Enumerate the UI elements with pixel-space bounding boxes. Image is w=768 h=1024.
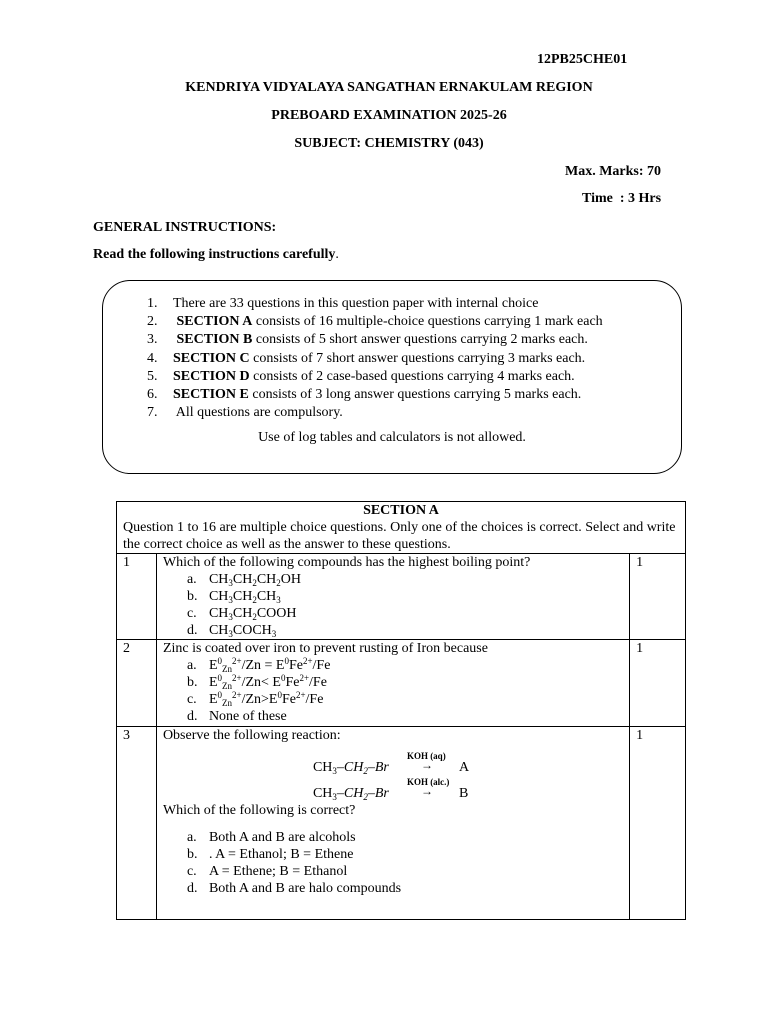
option-a: a. Both A and B are alcohols [186,830,356,845]
table-row [117,554,686,640]
question-subtext: Which of the following is correct? [162,803,356,818]
option-d: d. $CH_3COCH_3$ [186,623,277,639]
option-c: c. $E^0_{Zn}^{2+}/Zn>E^0Fe^{2+}/Fe$ [186,690,324,708]
option-d: d. None of these [186,709,287,724]
question-number: 3 [117,727,157,920]
option-b: b. $E^0_{Zn}^{2+}/Zn< E^0Fe^{2+}/Fe$ [186,673,327,691]
question-marks: 1 [630,554,686,640]
section-a-table [116,501,686,920]
product-b: B [458,786,469,801]
question-text: Which of the following compounds has the highest boiling point? [162,555,531,570]
reaction-scheme [163,748,623,800]
instruction-item: 3. SECTION B consists of 5 short answer questions carrying 2 marks each. [147,332,588,348]
table-row [117,640,686,727]
option-c: c. A = Ethene; B = Ethanol [186,864,348,879]
question-cell [156,554,629,640]
option-a: a. $E^0_{Zn}^{2+}/Zn = E^0Fe^{2+}/Fe$ [186,656,331,674]
instruction-item: 1. There are 33 questions in this question paper with internal choice [147,296,539,311]
instructions-box [102,280,682,474]
question-text: Zinc is coated over iron to prevent rusting of Iron because [162,641,488,656]
calculator-note: Use of log tables and calculators is not allowed. [258,430,526,445]
question-marks: 1 [630,640,686,727]
option-b: b. . A = Ethanol; B = Ethene [186,847,354,862]
paper-code: 12PB25CHE01 [537,52,628,67]
reactant-formula-2: $CH_3-CH_2-Br$ [312,786,389,802]
arrow-icon: → [420,758,433,772]
reagent-koh-alc: KOH (alc.) [406,777,450,787]
question-cell [156,727,629,920]
section-a-description: Question 1 to 16 are multiple choice questions. Only one of the choices is correct. Select and write the correct choice as well as the answer to these questions. [123,520,676,552]
instruction-item: 4. SECTION C consists of 7 short answer questions carrying 3 marks each. [147,350,586,366]
max-marks: Max. Marks: 70 [565,164,662,179]
option-b: b. $CH_3CH_2CH_3$ [186,589,281,605]
exam-title: PREBOARD EXAMINATION 2025-26 [271,108,507,123]
reactant-formula-1: $CH_3-CH_2-Br$ [312,760,389,776]
option-a: a. $CH_3CH_2CH_2OH$ [186,572,302,588]
instructions-heading: GENERAL INSTRUCTIONS: [93,220,277,235]
section-a-header-row [117,502,686,554]
option-c: c. $CH_3CH_2COOH$ [186,606,297,622]
table-row [117,727,686,920]
question-text: Observe the following reaction: [162,728,341,743]
instruction-item: 2. SECTION A consists of 16 multiple-choice questions carrying 1 mark each [147,314,603,330]
option-d: d. Both A and B are halo compounds [186,881,402,896]
section-a-header-cell [117,502,686,554]
question-number: 2 [117,640,157,727]
subject-title: SUBJECT: CHEMISTRY (043) [294,136,484,151]
question-marks: 1 [630,727,686,920]
instruction-item: 6. SECTION E consists of 3 long answer questions carrying 5 marks each. [147,387,582,403]
instruction-item: 5. SECTION D consists of 2 case-based questions carrying 4 marks each. [147,368,575,384]
org-title: KENDRIYA VIDYALAYA SANGATHAN ERNAKULAM REGION [185,80,593,95]
question-number: 1 [117,554,157,640]
question-cell [156,640,629,727]
section-a-title: SECTION A [363,503,439,518]
instructions-intro: Read the following instructions carefully. [93,247,339,262]
reagent-koh-aq: KOH (aq) [406,751,446,761]
time-allowed: Time : 3 Hrs [582,191,662,206]
instructions-list [147,295,667,422]
instruction-item: 7. All questions are compulsory. [147,405,343,421]
arrow-icon: → [420,784,433,798]
product-a: A [458,760,470,775]
